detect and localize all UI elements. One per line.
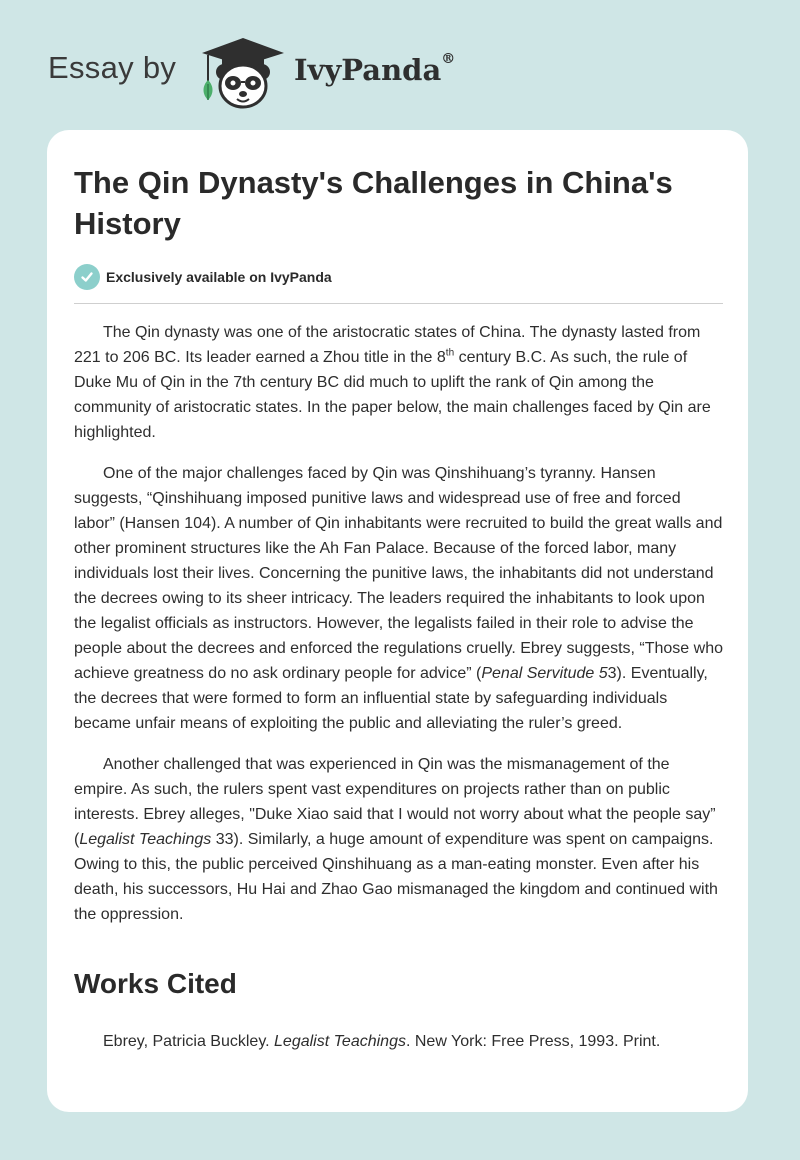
exclusive-badge xyxy=(74,264,332,290)
divider xyxy=(74,303,723,304)
essay-by-label: Essay by xyxy=(48,50,177,85)
essay-body xyxy=(74,320,724,943)
brand-name[interactable] xyxy=(294,53,455,87)
brand-text: IvyPanda xyxy=(294,53,442,87)
site-header xyxy=(0,0,800,130)
registered-mark: ® xyxy=(441,51,456,67)
citation-entry: Ebrey, Patricia Buckley. Legalist Teachings. New York: Free Press, 1993. Print. xyxy=(103,1033,661,1050)
paragraph-1: The Qin dynasty was one of the aristocratic states of China. The dynasty lasted from 221 to 206 BC. Its leader earned a Zhou title in the 8th century B.C. As such, the rule of Duke Mu of Qin in the 7th century BC did much to uplift the rank of Qin among the community of aristocratic states. In the paper below, the main challenges faced by Qin are highlighted. xyxy=(74,324,711,441)
exclusive-badge-label: Exclusively available on IvyPanda xyxy=(106,269,332,285)
paragraph-3: Another challenged that was experienced in Qin was the mismanagement of the empire. As such, the rulers spent vast expenditures on projects rather than on public interests. Ebrey alleges, "Duke Xiao said that I would not worry about what the people say” (Legalist Teachings 33). Similarly, a huge amount of expenditure was spent on campaigns. Owing to this, the public perceived Qinshihuang as a man-eating monster. Even after his death, his successors, Hu Hai and Zhao Gao mismanaged the kingdom and continued with the oppression. xyxy=(74,756,718,923)
essay-card xyxy=(47,130,748,1112)
panda-graduate-logo-icon[interactable] xyxy=(200,36,286,110)
check-icon xyxy=(74,264,100,290)
essay-title: The Qin Dynasty's Challenges in China's History xyxy=(74,165,673,241)
paragraph-2: One of the major challenges faced by Qin was Qinshihuang’s tyranny. Hansen suggests, “Qinshihuang imposed punitive laws and widespread use of free and forced labor” (Hansen 104). A number of Qin inhabitants were recruited to build the great walls and other prominent structures like the Ah Fan Palace. Because of the forced labor, many individuals lost their lives. Concerning the punitive laws, the inhabitants did not understand the decrees owing to its sheer intricacy. The leaders required the inhabitants to look upon the legalist officials as instructors. However, the legalists failed in their role to advise the people about the decrees and enforced the regulations cruelly. Ebrey suggests, “Those who achieve greatness do no ask ordinary people for advice” (Penal Servitude 53). Eventually, the decrees that were formed to form an influential state by safeguarding individuals became unfair means of exploiting the public and alleviating the ruler’s greed. xyxy=(74,465,723,732)
works-cited-heading: Works Cited xyxy=(74,968,237,999)
